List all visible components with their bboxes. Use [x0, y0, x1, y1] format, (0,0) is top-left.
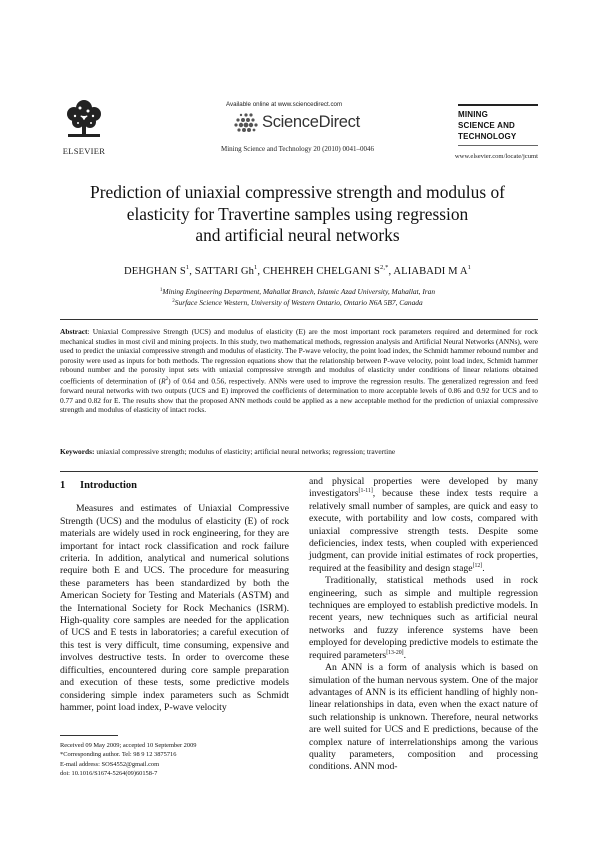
doi: doi: 10.1016/S1674-5264(09)60158-7 [60, 770, 158, 778]
author-name: DEHGHAN S [124, 266, 186, 277]
title-line: and artificial neural networks [195, 225, 400, 245]
abstract-label: Abstract [60, 327, 88, 336]
author-affiliation-mark: 1 [185, 264, 190, 271]
body-paragraph [309, 575, 538, 662]
journal-name-line: SCIENCE AND [458, 121, 516, 130]
corresponding-author: *Corresponding author. Tel: 98 9 12 3875716 [60, 751, 177, 759]
abstract [60, 327, 538, 415]
right-column [309, 476, 538, 774]
affiliation-mark: 1 [159, 288, 163, 293]
body-paragraph: An ANN is a form of analysis which is based on simulation of the human nervous system. One of the major advantages of ANN is its efficient handling of highly non-linear relationships in data, even when the exact nature of such relationship is unknown. Therefore, neural networks are well suited for UCS and E predictions, because of the complex nature of interrelationships among the various quality parameters, composition and processing conditions. ANN mod- [309, 662, 538, 773]
abstract-text: ) of 0.64 and 0.56, respectively. ANNs were used to improve the regression results. The generalized regression and feed forward neural networks with two outputs (UCS and E) improved the coefficients of determination to more acceptable levels of 0.86 and 0.92 for UCS and to 0.77 and 0.82 for E. The results show that the proposed ANN methods could be applied as a new acceptable method for the prediction of uniaxial compressive strength and modulus of elasticity of intact rocks. [60, 376, 539, 415]
abstract-text: : Uniaxial Compressive Strength (UCS) and modulus of elasticity (E) are the most important rock parameters required and determined for rock mechanical studies in most civil and mining projects. In this study, two mathematical methods, regression analysis and Artificial Neural Networks (ANNs), were used to predict the uniaxial compressive strength and modulus of elasticity. The P-wave velocity, the point load index, the Schmidt hammer rebound number and porosity were used as inputs for both methods. The regression equations show that the relationship between P-wave velocity, point load index, Schmidt hammer rebound number and the porosity input sets with uniaxial compressive strength and modulus of elasticity under conditions of linear relations obtained coefficients of determination of ( [60, 327, 538, 386]
author-name: ALIABADI M A [393, 266, 468, 277]
journal-name-line: TECHNOLOGY [458, 132, 517, 141]
sciencedirect-wordmark: ScienceDirect [262, 113, 360, 131]
journal-citation: Mining Science and Technology 20 (2010) 0041–0046 [221, 145, 374, 153]
affiliation-mark: 2 [172, 299, 175, 304]
keywords-text: uniaxial compressive strength; modulus of elasticity; artificial neural networks; regression; travertine [94, 447, 396, 456]
paragraph-text: and physical properties were developed by many investigators [309, 476, 538, 500]
author-list: DEHGHAN $S^1$, SATTARI Gh$^1$, CHEHREH CHELGANI $S^{2,*}$, ALIABADI M $A^1$ [124, 264, 471, 277]
journal-name-line: MINING [458, 110, 489, 119]
body-paragraph [309, 476, 538, 575]
paragraph-text: Traditionally, statistical methods used in rock engineering, such as simple and multiple regression techniques are employed to establish predictive models. In recent years, new techniques such as artificial neural networks and fuzzy inference systems have been employed for developing predictive models to estimate the required parameters [309, 575, 538, 661]
citation-ref[interactable]: [12] [472, 562, 483, 569]
footnotes [60, 741, 289, 779]
affiliation [0, 298, 595, 307]
abstract-top-rule [60, 319, 538, 320]
footnote-rule [60, 735, 118, 736]
r-squared-exponent: 2 [165, 376, 169, 382]
journal-name-box [458, 104, 538, 146]
affiliation-text: Mining Engineering Department, Mahallat Branch, Islamic Azad University, Mahallat, Iran [162, 287, 436, 296]
author-affiliation-mark: 2,* [380, 264, 389, 271]
author-affiliation-mark: 1 [467, 264, 471, 271]
affiliation-text: Surface Science Western, University of Western Ontario, Ontario N6A 5B7, Canada [174, 298, 423, 307]
keywords-label: Keywords: [60, 447, 95, 456]
paragraph-text: . [403, 649, 407, 661]
title-line: elasticity for Travertine samples using regression [126, 203, 469, 224]
email-address: E-mail address: SOS4552@gmail.com [60, 760, 160, 768]
elsevier-wordmark: ELSEVIER [62, 146, 106, 156]
sciencedirect-logo [232, 110, 362, 136]
left-column [60, 480, 289, 714]
section-title: Introduction [80, 480, 137, 491]
sciencedirect-dots-icon [232, 112, 260, 134]
citation-ref[interactable]: [1-11] [358, 488, 373, 495]
citation-ref[interactable]: [13-20] [386, 649, 404, 656]
journal-url-link[interactable]: www.elsevier.com/locate/jcumt [454, 153, 538, 160]
author-name: SATTARI Gh [194, 266, 255, 277]
paragraph-text: , because these index tests require a relatively small number of samples, are quick and easy to execute, with portability and low costs, compared with uniaxial compressive strength tests. Despite some deficiencies, index tests, when coupled with experienced judgment, can provide initial estimates of rock properties, required at the feasibility and design stage [309, 488, 538, 574]
author-name: CHEHREH CHELGANI S [262, 266, 381, 277]
author-affiliation-mark: 1 [254, 264, 258, 271]
article-title [60, 182, 535, 247]
title-line: Prediction of uniaxial compressive strength and modulus of [90, 182, 505, 202]
elsevier-tree-icon [64, 98, 104, 142]
received-date: Received 09 May 2009; accepted 10 September 2009 [60, 742, 197, 749]
abstract-bottom-rule [60, 471, 538, 472]
body-paragraph: Measures and estimates of Uniaxial Compressive Strength (UCS) and the modulus of elasticity (E) of rock materials are widely used in rock engineering, for they are important for intact rock classification and rock failure criteria. In addition, analytical and numerical solutions require both E and UCS. The procedure for measuring these parameters has been standardized by both the American Society for Testing and Materials (ASTM) and the International Society for Rock Mechanics (ISRM). High-quality core samples are needed for the application of UCS and E tests in laboratories; a careful execution of this test is very difficult, time consuming, expensive and involves destructive tests. In order to overcome these difficulties, encountered during core sample preparation and execution of these tests, some predictive models considering simple index parameters such as Schmidt hammer, point load index, P-wave velocity [60, 503, 289, 713]
r-squared-symbol: R [161, 376, 166, 386]
section-number: 1 [60, 480, 66, 491]
keywords [60, 447, 538, 457]
paragraph-text: . [482, 562, 485, 574]
affiliation [0, 287, 595, 296]
available-online-text: Available online at www.sciencedirect.com [226, 101, 343, 108]
section-heading [60, 480, 289, 492]
